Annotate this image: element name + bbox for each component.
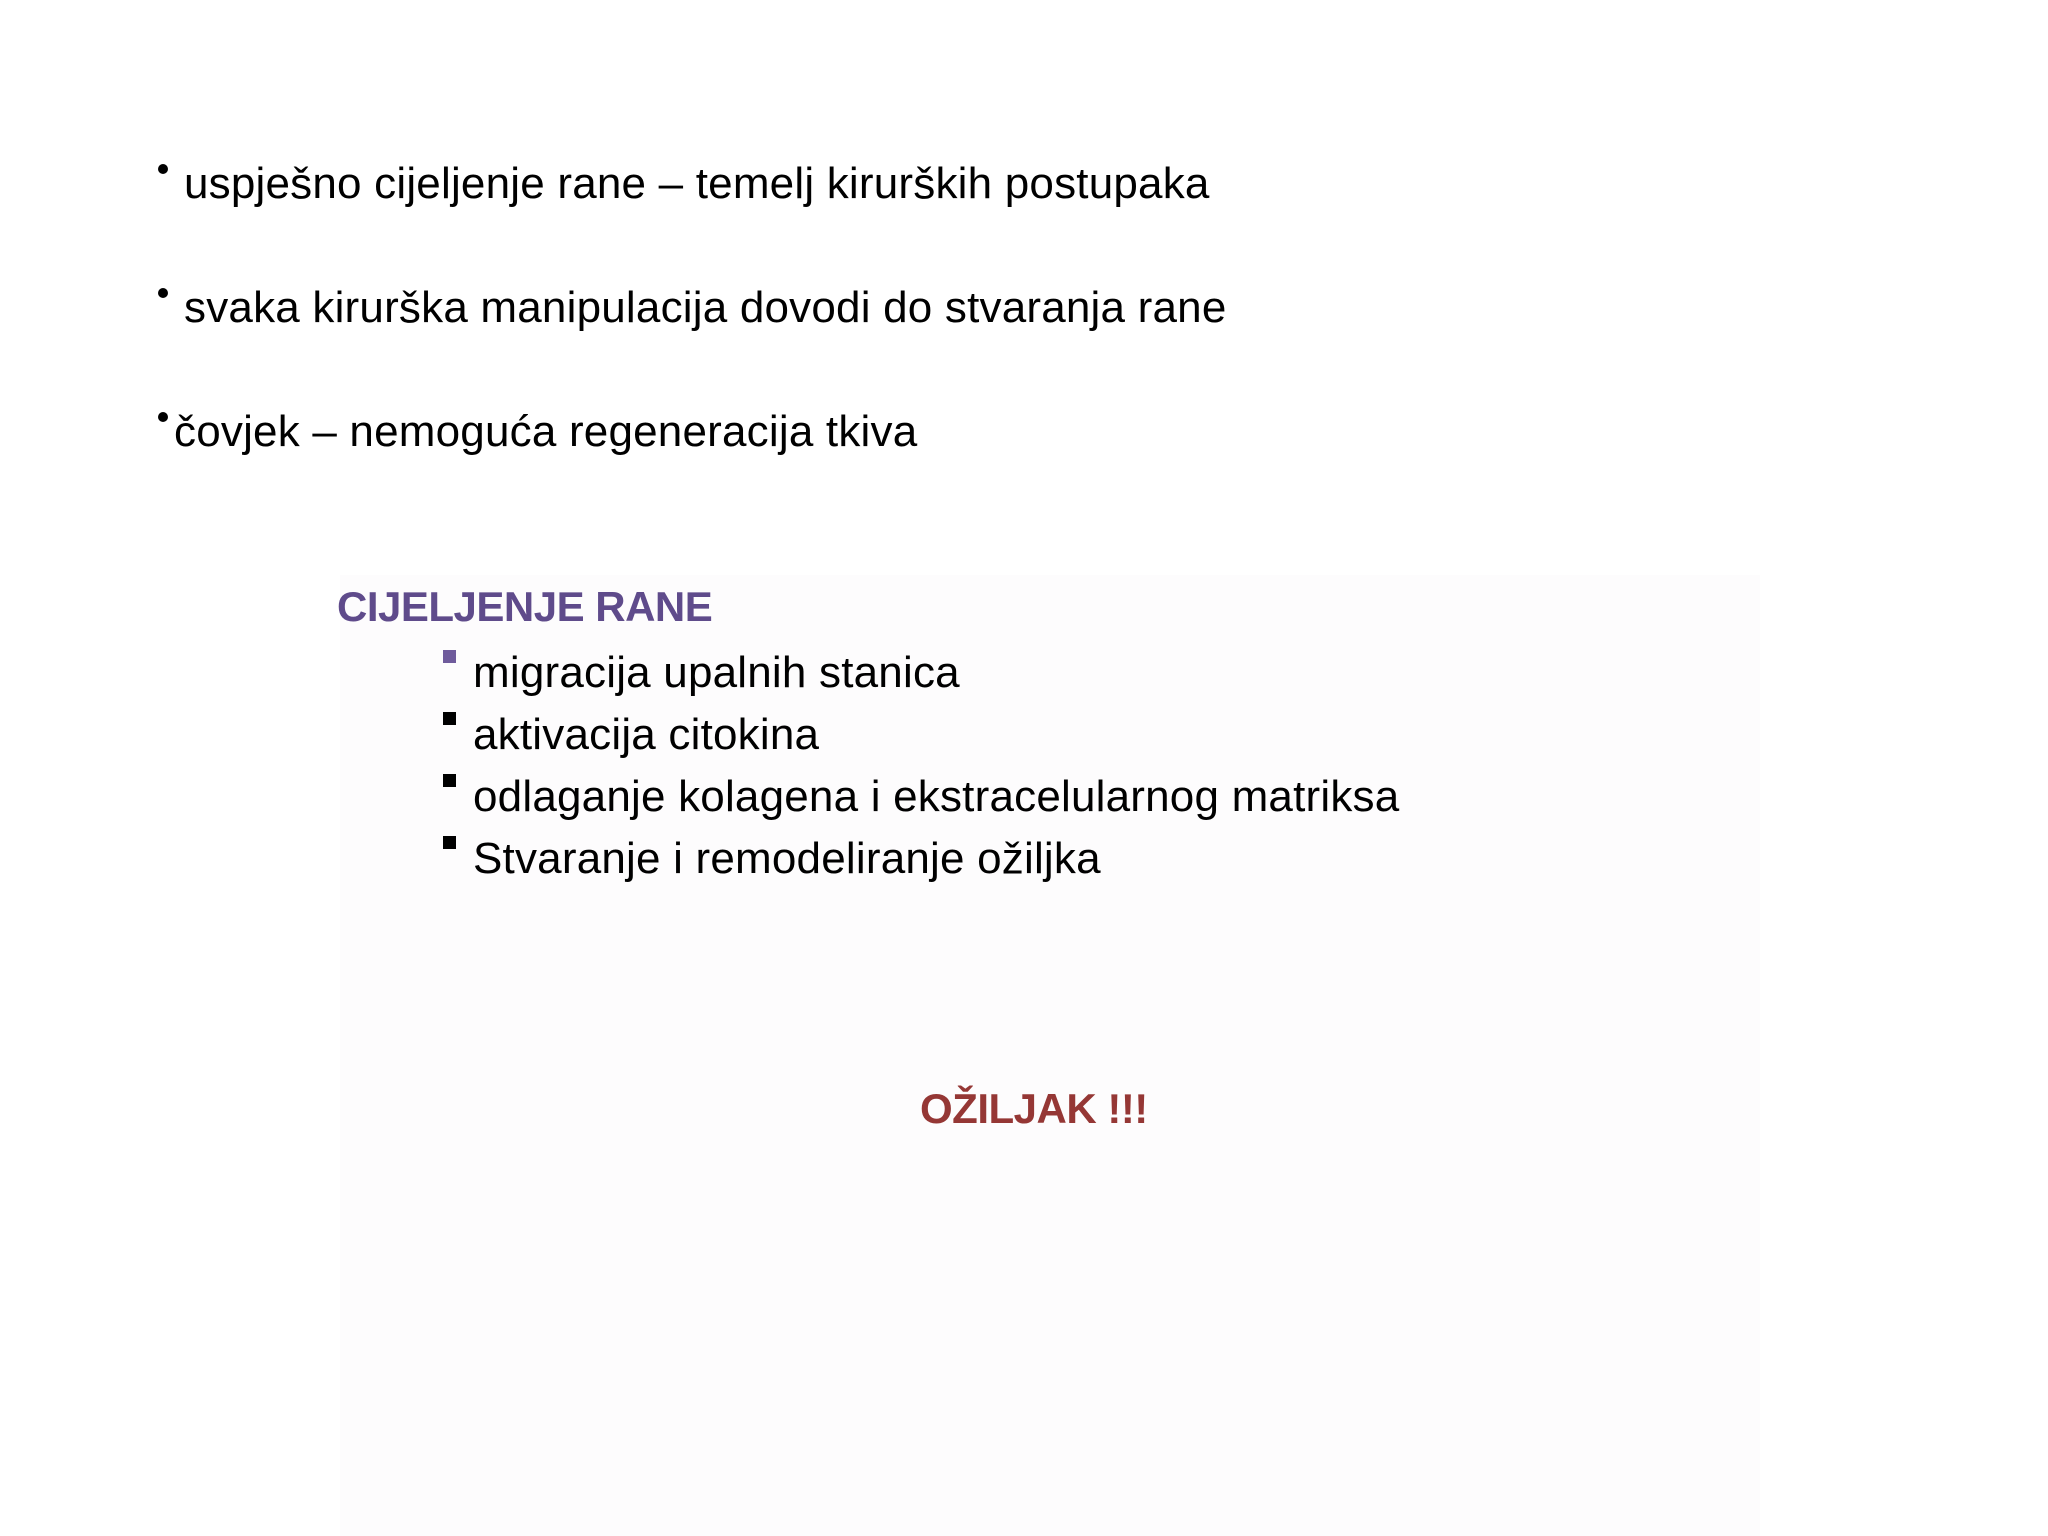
square-bullet-icon	[443, 836, 456, 849]
list-item-text: migracija upalnih stanica	[473, 648, 960, 697]
bullet-dot-icon	[158, 412, 168, 422]
square-bullet-icon	[443, 712, 456, 725]
section-heading: CIJELJENJE RANE	[337, 583, 713, 630]
square-bullet-icon	[443, 650, 456, 663]
list-item	[443, 828, 1399, 890]
healing-steps-list	[443, 642, 1399, 890]
list-item	[443, 642, 1399, 704]
list-item	[443, 704, 1399, 766]
intro-point-3	[158, 404, 917, 460]
intro-point-text: čovjek – nemoguća regeneracija tkiva	[174, 407, 918, 456]
intro-point-text: svaka kirurška manipulacija dovodi do stvaranja rane	[184, 283, 1227, 332]
intro-point-1	[158, 156, 1210, 212]
list-item-text: odlaganje kolagena i ekstracelularnog matriksa	[473, 772, 1400, 821]
conclusion-text: OŽILJAK !!!	[920, 1085, 1148, 1132]
list-item-text: aktivacija citokina	[473, 710, 820, 759]
square-bullet-icon	[443, 774, 456, 787]
list-item	[443, 766, 1399, 828]
bullet-dot-icon	[158, 288, 168, 298]
intro-point-2	[158, 280, 1227, 336]
bullet-dot-icon	[158, 164, 168, 174]
intro-point-text: uspješno cijeljenje rane – temelj kirurških postupaka	[184, 159, 1210, 208]
list-item-text: Stvaranje i remodeliranje ožiljka	[473, 834, 1101, 883]
